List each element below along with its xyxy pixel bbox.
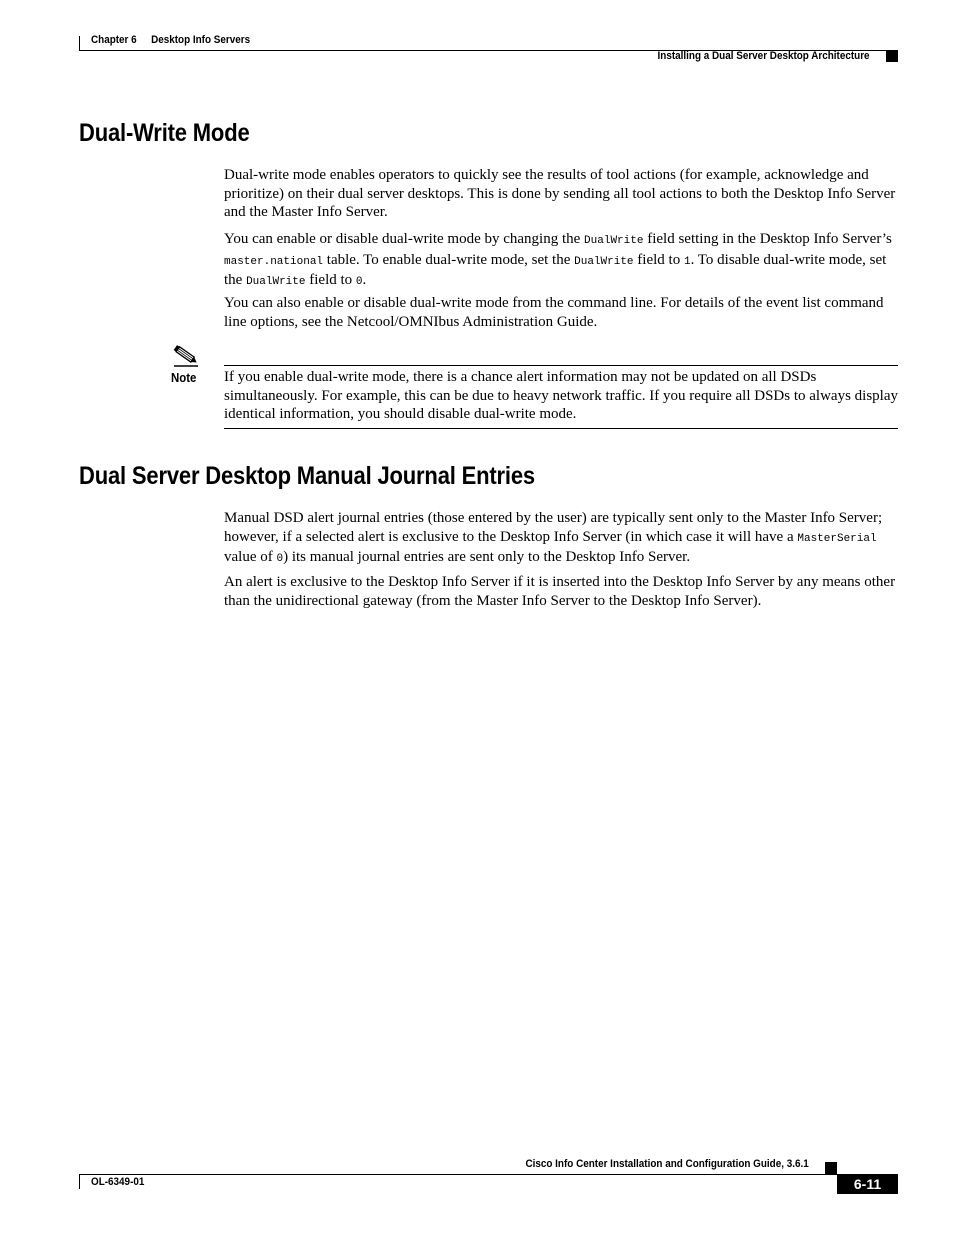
footer-guide-title: Cisco Info Center Installation and Configuration Guide, 3.6.1 xyxy=(525,1158,809,1170)
code-text: MasterSerial xyxy=(797,532,877,545)
code-text: 0 xyxy=(355,276,363,289)
note-label: Note xyxy=(171,370,197,385)
note-top-rule xyxy=(224,365,898,366)
code-text: 0 xyxy=(276,553,284,566)
code-text: DualWrite xyxy=(246,276,306,289)
page-number: 6-11 xyxy=(837,1174,898,1194)
running-header-chapter xyxy=(91,34,250,46)
code-text: DualWrite xyxy=(574,255,634,268)
section-heading-dual-write: Dual-Write Mode xyxy=(79,119,250,147)
footer-left-rule xyxy=(79,1174,80,1189)
note-text: If you enable dual-write mode, there is a chance alert information may not be updated on all DSDs simultaneously. For example, this can be due to heavy network traffic. If you require all DSDs to always display identical information, you should disable dual-write mode. xyxy=(224,369,899,423)
paragraph: An alert is exclusive to the Desktop Info Server if it is inserted into the Desktop Info Server by any means other than the unidirectional gateway (from the Master Info Server to the Desktop Info Server). xyxy=(224,574,896,609)
paragraph: You can enable or disable dual-write mode by changing the DualWrite field setting in the Desktop Info Server’s master.national table. To enable dual-write mode, set the DualWrite field to 1. To disable dual-write mode, set the DualWrite field to 0. xyxy=(224,231,892,289)
footer-rule xyxy=(79,1174,897,1175)
chapter-title: Desktop Info Servers xyxy=(151,34,251,46)
paragraph: You can also enable or disable dual-write mode from the command line. For details of the event list command line options, see the Netcool/OMNIbus Administration Guide. xyxy=(224,295,884,330)
paragraph: Dual-write mode enables operators to quickly see the results of tool actions (for example, acknowledge and prioritize) on their dual server desktops. This is done by sending all tool actions to both the Desktop Info Server and the Master Info Server. xyxy=(224,167,896,221)
code-text: DualWrite xyxy=(584,235,644,247)
section-heading-manual-journal: Dual Server Desktop Manual Journal Entries xyxy=(79,462,535,490)
header-left-rule xyxy=(79,36,80,51)
pencil-icon xyxy=(172,343,200,367)
chapter-number: Chapter 6 xyxy=(91,34,137,46)
header-marker-block xyxy=(886,50,898,62)
code-text: 1 xyxy=(683,255,691,268)
paragraph: Manual DSD alert journal entries (those entered by the user) are typically sent only to the Master Info Server; however, if a selected alert is exclusive to the Desktop Info Server (in which case it will have a MasterSerial value of 0) its manual journal entries are sent only to the Desktop Info Server. xyxy=(224,510,883,566)
footer-doc-number: OL-6349-01 xyxy=(91,1176,145,1188)
code-text: master.national xyxy=(224,255,324,268)
footer-marker-block xyxy=(825,1162,837,1174)
note-bottom-rule xyxy=(224,428,898,429)
running-header-section: Installing a Dual Server Desktop Architecture xyxy=(657,50,870,62)
